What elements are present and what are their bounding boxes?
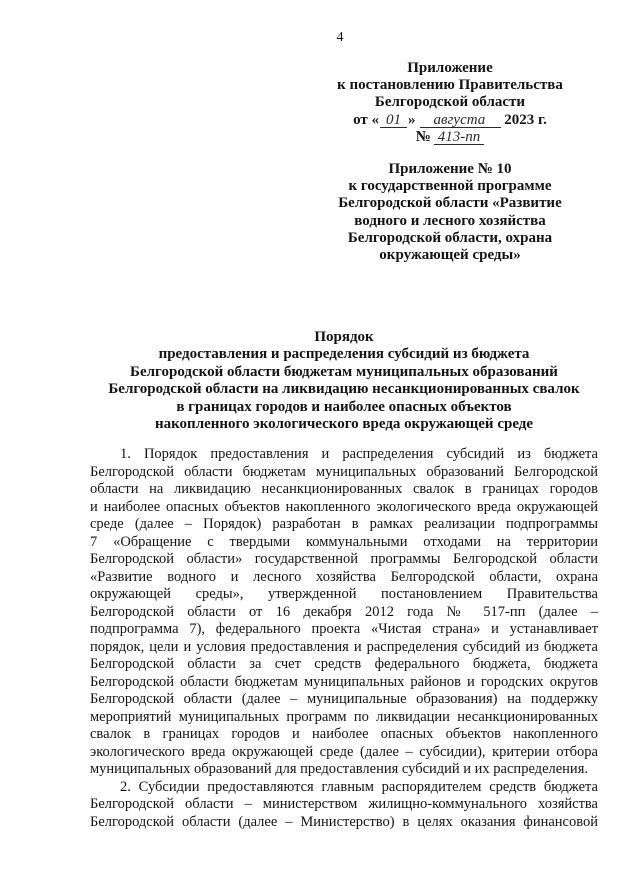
program-appendix-line: водного и лесного хозяйства (354, 212, 546, 229)
resolution-number: 413-пп (434, 130, 485, 145)
date-month: августа (420, 113, 502, 128)
paragraph-line: окружающей среды», утвержденной постановлением Правительства (90, 586, 598, 602)
appendix-date-line (275, 112, 625, 129)
paragraph-line: и наиболее опасных объектов накопленного экологического вреда окружающей (90, 498, 598, 515)
paragraph-line: мероприятий муниципальных программ по ликвидации несанкционированных (90, 708, 598, 725)
date-close-quote: » (408, 111, 416, 128)
paragraph-line: «Развитие водного и лесного хозяйства Белгородской области, охрана (90, 568, 598, 585)
number-sign: № (415, 128, 431, 145)
paragraph-line: Белгородской области – министерством жилищно-коммунального хозяйства (90, 796, 598, 812)
program-appendix (275, 161, 625, 264)
paragraph-1 (90, 446, 598, 779)
appendix-header (275, 60, 625, 146)
program-appendix-line: окружающей среды» (379, 247, 521, 264)
appendix-number-line (275, 129, 625, 146)
date-day: 01 (380, 113, 407, 128)
paragraph-line: области на ликвидацию несанкционированных свалок в границах городов (90, 481, 598, 497)
paragraph-line: Белгородской области бюджетам муниципальных районов и городских округов (90, 673, 598, 690)
program-appendix-line: к государственной программе (348, 178, 552, 195)
appendix-resolution-line: к постановлению Правительства (337, 77, 563, 94)
paragraph-line: Белгородской области бюджетам муниципальных образований Белгородской (90, 463, 598, 480)
paragraph-line: Белгородской области (далее – Министерство) в целях оказания финансовой (90, 813, 598, 830)
paragraph-line: среде (далее – Порядок) разработан в рамках реализации подпрограммы (90, 516, 598, 532)
date-year: 2023 г. (504, 111, 547, 128)
paragraph-line: свалок в границах городов и наиболее опасных объектов накопленного (90, 726, 598, 742)
paragraph-line: экологического вреда окружающей среде (далее – субсидии), критерии отбора (90, 743, 598, 760)
paragraph-line: муниципальных образований для предоставления субсидий и их распределения. (90, 761, 588, 777)
document-title-line: накопленного экологического вреда окружающей среде (154, 416, 534, 433)
document-title-heading: Порядок (314, 329, 374, 345)
document-title-line: в границах городов и наиболее опасных объектов (176, 398, 512, 415)
program-appendix-title: Приложение № 10 (388, 161, 512, 177)
document-title-line: предоставления и распределения субсидий из бюджета (158, 346, 530, 363)
paragraph-line: 7 «Обращение с твердыми коммунальными отходами на территории (90, 533, 598, 550)
document-title-line: Белгородской области на ликвидацию несанкционированных свалок (108, 381, 580, 398)
paragraph-line: 1. Порядок предоставления и распределения субсидий из бюджета (120, 446, 598, 462)
paragraph-line: Белгородской области» государственной программы Белгородской области (90, 551, 598, 567)
page-number: 4 (336, 30, 344, 45)
document-title-line: Белгородской области бюджетам муниципальных образований (130, 363, 558, 380)
paragraph-line: 2. Субсидии предоставляются главным распорядителем средств бюджета (120, 778, 598, 795)
appendix-title: Приложение (407, 60, 493, 76)
paragraph-line: порядок, цели и условия предоставления и распределения субсидий из бюджета (90, 638, 598, 655)
body-text (90, 446, 598, 831)
paragraph-2 (90, 779, 598, 832)
paragraph-line: Белгородской области от 16 декабря 2012 года № 517-пп (далее – (90, 603, 598, 620)
paragraph-line: Белгородской области (далее – муниципальные образования) на поддержку (90, 691, 598, 707)
appendix-region-line: Белгородской области (374, 94, 526, 111)
program-appendix-line: Белгородской области, охрана (347, 229, 553, 246)
document-title (90, 329, 598, 433)
paragraph-line: Белгородской области за счет средств федерального бюджета, бюджета (90, 656, 598, 672)
program-appendix-line: Белгородской области «Развитие (338, 195, 562, 212)
date-prefix: от « (353, 111, 380, 128)
paragraph-line: подпрограмма 7), федерального проекта «Чистая страна» и устанавливает (90, 621, 598, 637)
